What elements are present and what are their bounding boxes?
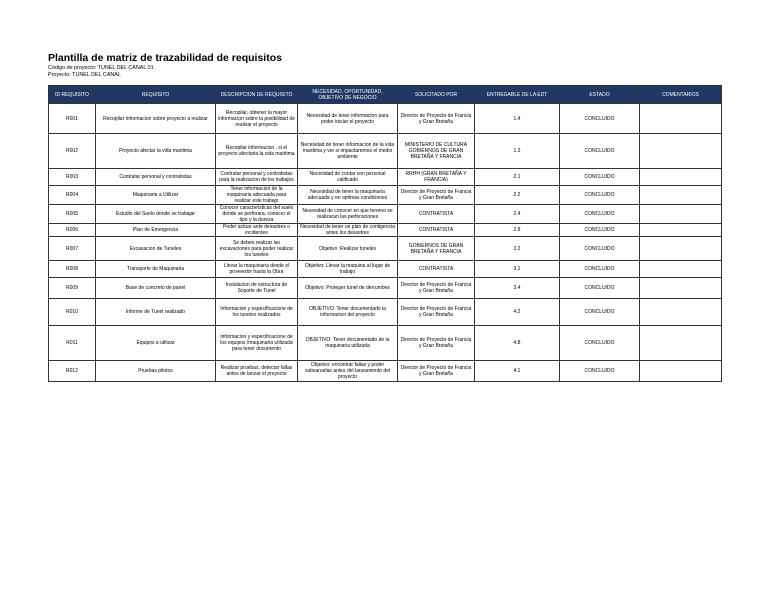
cell-wbs-deliverable[interactable]: 2.8 xyxy=(475,224,560,237)
cell-wbs-deliverable[interactable]: 1.4 xyxy=(475,104,560,134)
cell-comments[interactable] xyxy=(640,299,722,326)
cell-description[interactable]: Contratar personal y contratistas para la realizacion de los trabajos xyxy=(216,169,298,186)
cell-status[interactable]: CONCLUIDO xyxy=(560,104,640,134)
header-requested-by: SOLICITADO POR xyxy=(398,86,475,104)
table-row xyxy=(49,278,722,299)
table-row xyxy=(49,169,722,186)
cell-requested-by[interactable]: Director de Proyecto de Francia y Gran Bretaña xyxy=(398,299,475,326)
cell-business-need[interactable]: Necesidad de tener informacion para poder iniciar el proyecto xyxy=(298,104,398,134)
cell-wbs-deliverable[interactable]: 4.1 xyxy=(475,361,560,382)
cell-business-need[interactable]: Necesidad de conocer en que terreno se realizaran las perforaciones xyxy=(298,205,398,224)
cell-requested-by[interactable]: GOBIERNOS DE GRAN BRETAÑA Y FRANCIA xyxy=(398,237,475,261)
header-status: ESTADO xyxy=(560,86,640,104)
header-description: DESCRIPCION DE REQUISITO xyxy=(216,86,298,104)
cell-comments[interactable] xyxy=(640,361,722,382)
cell-id[interactable]: R006 xyxy=(49,224,96,237)
cell-description[interactable]: Informacion y especificacione de los equipos /maquinaria utilizada para tener documento xyxy=(216,326,298,361)
table-row xyxy=(49,205,722,224)
project-code: Código de proyecto: TUNEL DEL CANAL 01 xyxy=(48,65,154,71)
cell-requirement[interactable]: Pruebas pilotos xyxy=(96,361,216,382)
header-business-need: NECESIDAD, OPORTUNIDAD, OBJETIVO DE NEGOCIO xyxy=(298,86,398,104)
header-row xyxy=(49,86,722,104)
cell-description[interactable]: Llevar la maquinaria desde el proveedor hasta la Obra xyxy=(216,261,298,278)
cell-status[interactable]: CONCLUIDO xyxy=(560,186,640,205)
cell-description[interactable]: Poder actuar ante desastres o incidentes xyxy=(216,224,298,237)
cell-description[interactable]: Tener informacion de la maquinaria adecuada para realizar este trabajo xyxy=(216,186,298,205)
cell-description[interactable]: Recopilar informacion , si el proyecto afectaria la vida maritima xyxy=(216,134,298,169)
cell-status[interactable]: CONCLUIDO xyxy=(560,237,640,261)
cell-status[interactable]: CONCLUIDO xyxy=(560,361,640,382)
cell-status[interactable]: CONCLUIDO xyxy=(560,169,640,186)
cell-wbs-deliverable[interactable]: 3.2 xyxy=(475,237,560,261)
cell-id[interactable]: R004 xyxy=(49,186,96,205)
table-row xyxy=(49,299,722,326)
cell-requested-by[interactable]: Director de Proyecto de Francia y Gran Bretaña xyxy=(398,186,475,205)
cell-comments[interactable] xyxy=(640,261,722,278)
cell-requested-by[interactable]: Director de Proyecto de Francia y Gran Bretaña xyxy=(398,326,475,361)
cell-business-need[interactable]: Necesidad de tener la maquinaria adecuada y en optimas condiciones xyxy=(298,186,398,205)
cell-id[interactable]: R012 xyxy=(49,361,96,382)
cell-id[interactable]: R008 xyxy=(49,261,96,278)
cell-comments[interactable] xyxy=(640,169,722,186)
cell-requirement[interactable]: Proyecto afectar la vida maritima xyxy=(96,134,216,169)
cell-id[interactable]: R001 xyxy=(49,104,96,134)
cell-requirement[interactable]: Maquinaria a Utilizar xyxy=(96,186,216,205)
cell-comments[interactable] xyxy=(640,205,722,224)
cell-wbs-deliverable[interactable]: 2.1 xyxy=(475,169,560,186)
cell-requirement[interactable]: Excavacion de Tuneles xyxy=(96,237,216,261)
cell-status[interactable]: CONCLUIDO xyxy=(560,278,640,299)
cell-comments[interactable] xyxy=(640,186,722,205)
cell-wbs-deliverable[interactable]: 3.1 xyxy=(475,261,560,278)
cell-status[interactable]: CONCLUIDO xyxy=(560,134,640,169)
cell-comments[interactable] xyxy=(640,134,722,169)
cell-description[interactable]: Realizar pruebas, detectar fallas antes de lanzar el proyecto xyxy=(216,361,298,382)
table-row xyxy=(49,224,722,237)
cell-id[interactable]: R003 xyxy=(49,169,96,186)
cell-status[interactable]: CONCLUIDO xyxy=(560,299,640,326)
cell-status[interactable]: CONCLUIDO xyxy=(560,224,640,237)
cell-comments[interactable] xyxy=(640,326,722,361)
cell-business-need[interactable]: Objetivo: encontrar fallas y poder subsanarlas antes del lanzamiento del proyecto xyxy=(298,361,398,382)
cell-requirement[interactable]: Estudio del Suelo donde se trabajar xyxy=(96,205,216,224)
cell-requirement[interactable]: Transporte de Maquinaria xyxy=(96,261,216,278)
header-wbs-deliverable: ENTREGABLE DE LA EDT xyxy=(475,86,560,104)
cell-requested-by[interactable]: Director de Proyecto de Francia y Gran Bretaña xyxy=(398,104,475,134)
cell-status[interactable]: CONCLUIDO xyxy=(560,205,640,224)
cell-wbs-deliverable[interactable]: 4.2 xyxy=(475,299,560,326)
cell-id[interactable]: R005 xyxy=(49,205,96,224)
cell-wbs-deliverable[interactable]: 2.2 xyxy=(475,186,560,205)
cell-comments[interactable] xyxy=(640,278,722,299)
table-row xyxy=(49,261,722,278)
cell-requested-by[interactable]: RRHH (GRAN BRETAÑA Y FRANCIA) xyxy=(398,169,475,186)
cell-business-need[interactable]: Objetivo :Realizar tuneles xyxy=(298,237,398,261)
project-name: Proyecto: TUNEL DEL CANAL xyxy=(48,72,121,78)
cell-wbs-deliverable[interactable]: 4.8 xyxy=(475,326,560,361)
table-row xyxy=(49,104,722,134)
cell-requested-by[interactable]: MINISTERIO DE CULTURA GOBIERNOS DE GRAN BRETAÑA Y FRANCIA xyxy=(398,134,475,169)
cell-requirement[interactable]: Informe de Tunel realizado xyxy=(96,299,216,326)
cell-id[interactable]: R010 xyxy=(49,299,96,326)
cell-id[interactable]: R002 xyxy=(49,134,96,169)
cell-description[interactable]: Conocer caracteristicas del suelo donde se perforara, conocer el tipo y la dureza xyxy=(216,205,298,224)
table-row xyxy=(49,237,722,261)
cell-comments[interactable] xyxy=(640,237,722,261)
cell-requested-by[interactable]: CONTRATISTA xyxy=(398,261,475,278)
cell-wbs-deliverable[interactable]: 3.4 xyxy=(475,278,560,299)
cell-requested-by[interactable]: Director de Proyecto de Francia y Gran Bretaña xyxy=(398,361,475,382)
cell-requirement[interactable]: Equipos a utilizar xyxy=(96,326,216,361)
cell-comments[interactable] xyxy=(640,224,722,237)
cell-requirement[interactable]: Plan de Emergencia xyxy=(96,224,216,237)
cell-business-need[interactable]: OBJETIVO: Tener documentado la informacion del proyecto xyxy=(298,299,398,326)
cell-business-need[interactable]: OBJETIVO: Tener documentado de la maquinaria utilizada xyxy=(298,326,398,361)
cell-requested-by[interactable]: CONTRATISTA xyxy=(398,205,475,224)
cell-description[interactable]: Se deben realizar las excavaciones para poder realizar los tuneles xyxy=(216,237,298,261)
table-row xyxy=(49,186,722,205)
cell-id[interactable]: R011 xyxy=(49,326,96,361)
cell-business-need[interactable]: Necesidad de contar con personal calificado xyxy=(298,169,398,186)
cell-business-need[interactable]: Necesidad de tener informacion de la vida maritima y ver si impactaremos el medio ambiente xyxy=(298,134,398,169)
cell-requested-by[interactable]: Director de Proyecto de Francia y Gran Bretaña xyxy=(398,278,475,299)
table-row xyxy=(49,361,722,382)
cell-status[interactable]: CONCLUIDO xyxy=(560,326,640,361)
cell-description[interactable]: Instalacion de estructura de Soporte de Tunel xyxy=(216,278,298,299)
cell-requirement[interactable]: Recopilar informacion sobre proyecto a realizar xyxy=(96,104,216,134)
cell-business-need[interactable]: Necesidad de tener un plan de contigencia antes los desastres xyxy=(298,224,398,237)
cell-wbs-deliverable[interactable]: 2.4 xyxy=(475,205,560,224)
header-comments: COMENTARIOS xyxy=(640,86,722,104)
cell-status[interactable]: CONCLUIDO xyxy=(560,261,640,278)
cell-requirement[interactable]: Contratar personal y contratistas xyxy=(96,169,216,186)
header-requirement: REQUISITO xyxy=(96,86,216,104)
cell-wbs-deliverable[interactable]: 1.3 xyxy=(475,134,560,169)
cell-description[interactable]: Recopilar, obtener la mayor informacion sobre la posibilidad de realizar el proyecto xyxy=(216,104,298,134)
cell-id[interactable]: R007 xyxy=(49,237,96,261)
header-id: ID REQUISITO xyxy=(49,86,96,104)
table-row xyxy=(49,134,722,169)
cell-id[interactable]: R009 xyxy=(49,278,96,299)
cell-requested-by[interactable]: CONTRATISTA xyxy=(398,224,475,237)
document-title: Plantilla de matriz de trazabilidad de requisitos xyxy=(48,52,282,64)
cell-business-need[interactable]: Objetivo: Llevar la maquina al lugar de trabajo xyxy=(298,261,398,278)
cell-requirement[interactable]: Base de concreto de panel xyxy=(96,278,216,299)
cell-business-need[interactable]: Objetivo: Proteger tunel de derrumbes xyxy=(298,278,398,299)
cell-comments[interactable] xyxy=(640,104,722,134)
table-row xyxy=(49,326,722,361)
cell-description[interactable]: Informacion y especificacione de los tuneles realizados xyxy=(216,299,298,326)
traceability-matrix-table xyxy=(48,85,722,382)
